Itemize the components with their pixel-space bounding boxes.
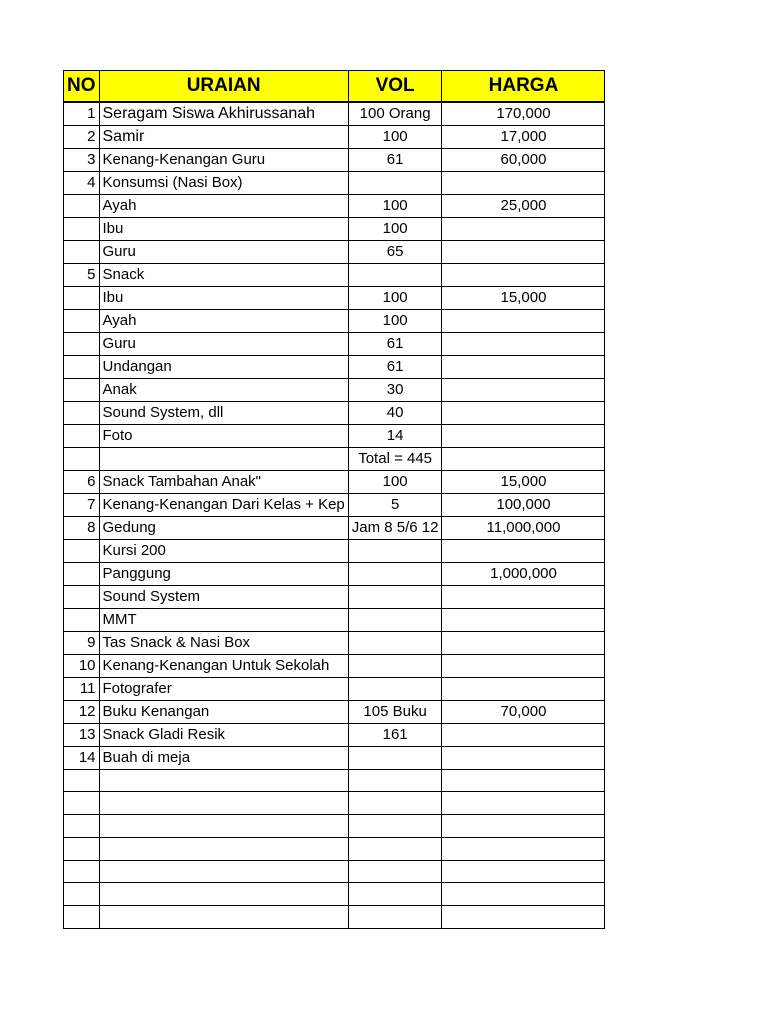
header-row bbox=[64, 71, 605, 102]
table-row bbox=[64, 700, 605, 723]
cell-harga[interactable] bbox=[442, 217, 605, 240]
table-row bbox=[64, 516, 605, 539]
cell-harga[interactable] bbox=[442, 332, 605, 355]
cell-harga[interactable] bbox=[442, 837, 605, 860]
cell-harga[interactable] bbox=[442, 815, 605, 838]
table-row bbox=[64, 355, 605, 378]
cell-uraian[interactable]: MMT bbox=[99, 608, 348, 631]
cell-uraian[interactable]: Seragam Siswa Akhirussanah bbox=[99, 102, 348, 126]
cell-uraian[interactable]: Snack Tambahan Anak" bbox=[99, 470, 348, 493]
cell-harga[interactable] bbox=[442, 171, 605, 194]
cell-uraian[interactable]: Guru bbox=[99, 332, 348, 355]
cell-vol[interactable] bbox=[348, 608, 442, 631]
cell-vol[interactable] bbox=[348, 539, 442, 562]
cell-uraian[interactable]: Sound System bbox=[99, 585, 348, 608]
table-row bbox=[64, 769, 605, 792]
cell-no[interactable] bbox=[64, 240, 100, 263]
cell-harga[interactable]: 11,000,000 bbox=[442, 516, 605, 539]
cell-uraian[interactable]: Ibu bbox=[99, 217, 348, 240]
cell-harga[interactable] bbox=[442, 240, 605, 263]
cell-uraian[interactable]: Kursi 200 bbox=[99, 539, 348, 562]
cell-no[interactable] bbox=[64, 769, 100, 792]
cell-uraian[interactable]: Snack bbox=[99, 263, 348, 286]
cell-uraian[interactable] bbox=[99, 447, 348, 470]
table-row bbox=[64, 470, 605, 493]
header-harga[interactable]: HARGA bbox=[442, 71, 605, 102]
cell-harga[interactable] bbox=[442, 769, 605, 792]
cell-no[interactable]: 5 bbox=[64, 263, 100, 286]
cell-vol[interactable] bbox=[348, 769, 442, 792]
cell-no[interactable]: 7 bbox=[64, 493, 100, 516]
cell-harga[interactable] bbox=[442, 378, 605, 401]
header-uraian[interactable]: URAIAN bbox=[99, 71, 348, 102]
table-row bbox=[64, 493, 605, 516]
cell-uraian[interactable]: Ibu bbox=[99, 286, 348, 309]
table-row bbox=[64, 631, 605, 654]
table-row bbox=[64, 194, 605, 217]
cell-no[interactable]: 8 bbox=[64, 516, 100, 539]
cell-harga[interactable]: 1,000,000 bbox=[442, 562, 605, 585]
table-row bbox=[64, 286, 605, 309]
table-row bbox=[64, 102, 605, 126]
cell-no[interactable]: 13 bbox=[64, 723, 100, 746]
cell-harga[interactable]: 70,000 bbox=[442, 700, 605, 723]
cell-uraian[interactable]: Fotografer bbox=[99, 677, 348, 700]
cell-uraian[interactable]: Ayah bbox=[99, 309, 348, 332]
table-row bbox=[64, 608, 605, 631]
cell-vol[interactable] bbox=[348, 562, 442, 585]
cell-vol[interactable] bbox=[348, 837, 442, 860]
cell-harga[interactable] bbox=[442, 608, 605, 631]
cell-uraian[interactable] bbox=[99, 769, 348, 792]
table-row bbox=[64, 837, 605, 860]
table-row bbox=[64, 217, 605, 240]
cell-vol[interactable]: 105 Buku bbox=[348, 700, 442, 723]
table-row bbox=[64, 677, 605, 700]
cell-vol[interactable]: 100 bbox=[348, 286, 442, 309]
cell-harga[interactable]: 60,000 bbox=[442, 148, 605, 171]
cell-no[interactable]: 3 bbox=[64, 148, 100, 171]
cell-vol[interactable]: 61 bbox=[348, 148, 442, 171]
cell-harga[interactable] bbox=[442, 860, 605, 883]
cell-no[interactable] bbox=[64, 355, 100, 378]
table-row bbox=[64, 171, 605, 194]
cell-uraian[interactable]: Konsumsi (Nasi Box) bbox=[99, 171, 348, 194]
cell-no[interactable]: 9 bbox=[64, 631, 100, 654]
table-row bbox=[64, 240, 605, 263]
table-row bbox=[64, 562, 605, 585]
table-row bbox=[64, 906, 605, 929]
table-row bbox=[64, 424, 605, 447]
cell-vol[interactable] bbox=[348, 171, 442, 194]
cell-harga[interactable]: 17,000 bbox=[442, 125, 605, 148]
cell-uraian[interactable]: Samir bbox=[99, 125, 348, 148]
cell-vol[interactable]: 61 bbox=[348, 332, 442, 355]
cell-harga[interactable] bbox=[442, 792, 605, 815]
table-row bbox=[64, 378, 605, 401]
cell-vol[interactable]: Jam 8 5/6 12 bbox=[348, 516, 442, 539]
cell-uraian[interactable]: Kenang-Kenangan Dari Kelas + Kep bbox=[99, 493, 348, 516]
cell-uraian[interactable]: Snack Gladi Resik bbox=[99, 723, 348, 746]
cell-uraian[interactable] bbox=[99, 906, 348, 929]
cell-uraian[interactable]: Ayah bbox=[99, 194, 348, 217]
cell-uraian[interactable]: Kenang-Kenangan Guru bbox=[99, 148, 348, 171]
cell-vol[interactable]: 100 Orang bbox=[348, 102, 442, 126]
cell-vol[interactable]: 5 bbox=[348, 493, 442, 516]
table-row bbox=[64, 148, 605, 171]
cell-uraian[interactable]: Guru bbox=[99, 240, 348, 263]
cell-no[interactable] bbox=[64, 906, 100, 929]
cell-no[interactable] bbox=[64, 792, 100, 815]
header-no[interactable]: NO bbox=[64, 71, 100, 102]
cell-vol[interactable]: 100 bbox=[348, 217, 442, 240]
cell-harga[interactable] bbox=[442, 746, 605, 769]
cell-no[interactable] bbox=[64, 837, 100, 860]
cell-harga[interactable] bbox=[442, 654, 605, 677]
cell-vol[interactable]: 40 bbox=[348, 401, 442, 424]
cell-no[interactable]: 11 bbox=[64, 677, 100, 700]
cell-no[interactable] bbox=[64, 286, 100, 309]
table-row bbox=[64, 792, 605, 815]
cell-harga[interactable] bbox=[442, 677, 605, 700]
cell-harga[interactable] bbox=[442, 401, 605, 424]
cell-vol[interactable]: 100 bbox=[348, 194, 442, 217]
cell-harga[interactable] bbox=[442, 309, 605, 332]
cell-vol[interactable] bbox=[348, 815, 442, 838]
table-row bbox=[64, 654, 605, 677]
cell-uraian[interactable]: Buku Kenangan bbox=[99, 700, 348, 723]
cell-vol[interactable] bbox=[348, 883, 442, 906]
cell-no[interactable] bbox=[64, 562, 100, 585]
cell-uraian[interactable] bbox=[99, 815, 348, 838]
cell-no[interactable] bbox=[64, 585, 100, 608]
cell-no[interactable] bbox=[64, 309, 100, 332]
cell-vol[interactable]: 14 bbox=[348, 424, 442, 447]
cell-no[interactable] bbox=[64, 539, 100, 562]
cell-uraian[interactable] bbox=[99, 792, 348, 815]
cell-vol[interactable] bbox=[348, 746, 442, 769]
cell-harga[interactable] bbox=[442, 883, 605, 906]
cell-vol[interactable] bbox=[348, 631, 442, 654]
cell-no[interactable] bbox=[64, 194, 100, 217]
cell-no[interactable] bbox=[64, 332, 100, 355]
table-row bbox=[64, 401, 605, 424]
cell-vol[interactable] bbox=[348, 906, 442, 929]
cell-vol[interactable] bbox=[348, 263, 442, 286]
budget-table bbox=[63, 70, 605, 929]
cell-uraian[interactable]: Buah di meja bbox=[99, 746, 348, 769]
cell-vol[interactable]: 100 bbox=[348, 309, 442, 332]
cell-uraian[interactable]: Kenang-Kenangan Untuk Sekolah bbox=[99, 654, 348, 677]
cell-no[interactable]: 1 bbox=[64, 102, 100, 126]
cell-harga[interactable] bbox=[442, 424, 605, 447]
cell-uraian[interactable]: Gedung bbox=[99, 516, 348, 539]
cell-uraian[interactable] bbox=[99, 837, 348, 860]
table-row bbox=[64, 332, 605, 355]
cell-no[interactable] bbox=[64, 378, 100, 401]
cell-uraian[interactable]: Anak bbox=[99, 378, 348, 401]
cell-vol[interactable]: 61 bbox=[348, 355, 442, 378]
cell-no[interactable] bbox=[64, 401, 100, 424]
cell-vol[interactable] bbox=[348, 792, 442, 815]
cell-harga[interactable]: 15,000 bbox=[442, 286, 605, 309]
cell-harga[interactable]: 100,000 bbox=[442, 493, 605, 516]
cell-harga[interactable]: 15,000 bbox=[442, 470, 605, 493]
cell-no[interactable] bbox=[64, 217, 100, 240]
cell-harga[interactable]: 170,000 bbox=[442, 102, 605, 126]
cell-uraian[interactable] bbox=[99, 883, 348, 906]
cell-no[interactable]: 4 bbox=[64, 171, 100, 194]
cell-harga[interactable]: 25,000 bbox=[442, 194, 605, 217]
table-row bbox=[64, 447, 605, 470]
cell-no[interactable] bbox=[64, 815, 100, 838]
table-row bbox=[64, 309, 605, 332]
cell-vol[interactable]: 30 bbox=[348, 378, 442, 401]
cell-harga[interactable] bbox=[442, 539, 605, 562]
cell-harga[interactable] bbox=[442, 723, 605, 746]
cell-uraian[interactable]: Sound System, dll bbox=[99, 401, 348, 424]
cell-vol[interactable] bbox=[348, 585, 442, 608]
cell-uraian[interactable]: Panggung bbox=[99, 562, 348, 585]
cell-no[interactable]: 6 bbox=[64, 470, 100, 493]
cell-harga[interactable] bbox=[442, 263, 605, 286]
cell-no[interactable] bbox=[64, 447, 100, 470]
cell-uraian[interactable]: Undangan bbox=[99, 355, 348, 378]
cell-vol[interactable]: 100 bbox=[348, 470, 442, 493]
cell-no[interactable]: 10 bbox=[64, 654, 100, 677]
cell-harga[interactable] bbox=[442, 585, 605, 608]
table-row bbox=[64, 746, 605, 769]
table-row bbox=[64, 860, 605, 883]
cell-harga[interactable] bbox=[442, 631, 605, 654]
cell-no[interactable]: 12 bbox=[64, 700, 100, 723]
table-row bbox=[64, 263, 605, 286]
cell-harga[interactable] bbox=[442, 355, 605, 378]
cell-harga[interactable] bbox=[442, 906, 605, 929]
table-row bbox=[64, 815, 605, 838]
header-vol[interactable]: VOL bbox=[348, 71, 442, 102]
cell-vol[interactable]: 100 bbox=[348, 125, 442, 148]
table-row bbox=[64, 125, 605, 148]
cell-uraian[interactable] bbox=[99, 860, 348, 883]
cell-no[interactable] bbox=[64, 608, 100, 631]
table-row bbox=[64, 539, 605, 562]
cell-uraian[interactable]: Tas Snack & Nasi Box bbox=[99, 631, 348, 654]
table-row bbox=[64, 883, 605, 906]
cell-vol[interactable]: 65 bbox=[348, 240, 442, 263]
cell-uraian[interactable]: Foto bbox=[99, 424, 348, 447]
cell-no[interactable]: 2 bbox=[64, 125, 100, 148]
table-row bbox=[64, 723, 605, 746]
cell-harga[interactable] bbox=[442, 447, 605, 470]
cell-vol[interactable] bbox=[348, 677, 442, 700]
cell-no[interactable]: 14 bbox=[64, 746, 100, 769]
cell-no[interactable] bbox=[64, 424, 100, 447]
cell-vol[interactable] bbox=[348, 654, 442, 677]
cell-no[interactable] bbox=[64, 860, 100, 883]
cell-no[interactable] bbox=[64, 883, 100, 906]
cell-vol[interactable] bbox=[348, 860, 442, 883]
cell-vol[interactable]: Total = 445 bbox=[348, 447, 442, 470]
table-row bbox=[64, 585, 605, 608]
cell-vol[interactable]: 161 bbox=[348, 723, 442, 746]
